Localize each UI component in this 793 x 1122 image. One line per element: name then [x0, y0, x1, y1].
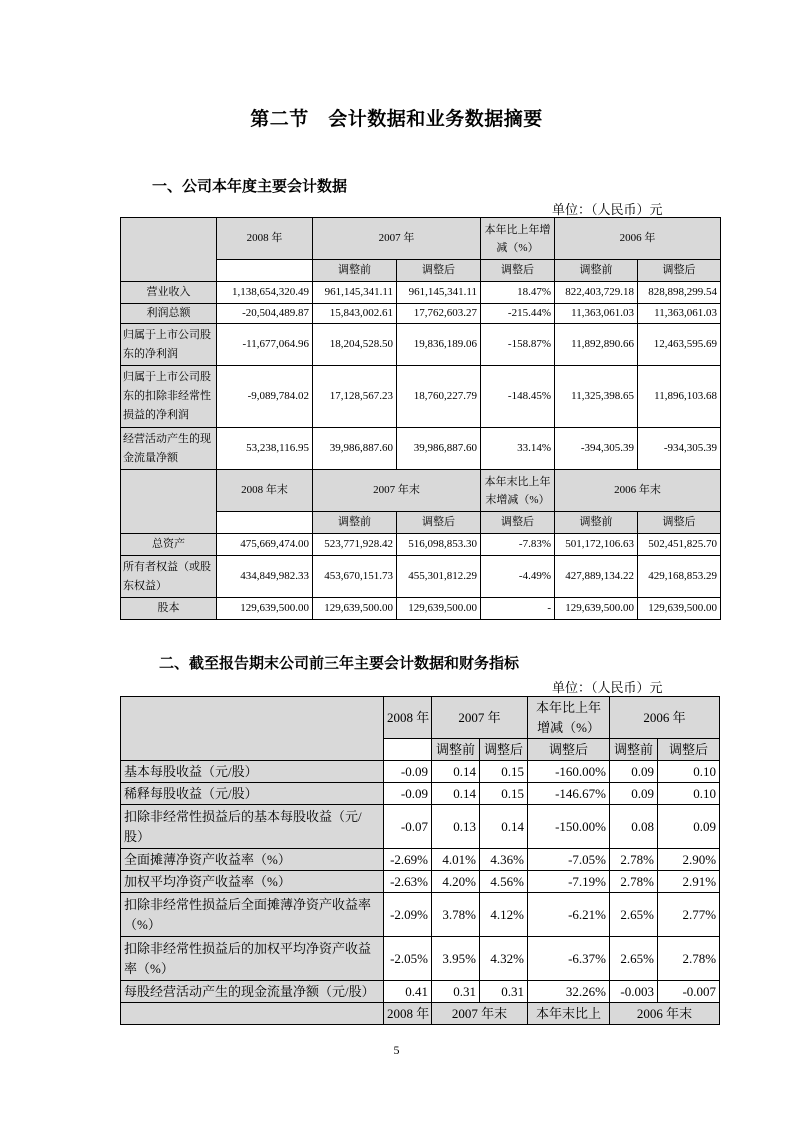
row-label: 全面摊薄净资产收益率（%）	[121, 849, 384, 871]
cell: 2.77%	[658, 893, 720, 937]
table-row	[121, 783, 720, 805]
header-2007: 2007 年	[432, 697, 528, 739]
footer-change: 本年末比上	[528, 1003, 610, 1025]
cell: -0.007	[658, 981, 720, 1003]
table-row	[121, 428, 721, 470]
subheader-cell: 调整后	[481, 260, 555, 282]
cell: 961,145,341.11	[397, 282, 481, 304]
cell: 2.78%	[610, 871, 658, 893]
cell: 0.09	[610, 783, 658, 805]
cell: 455,301,812.29	[397, 556, 481, 598]
table-row	[121, 534, 721, 556]
cell: 19,836,189.06	[397, 324, 481, 366]
row-label: 扣除非经常性损益后的加权平均净资产收益率（%）	[121, 937, 384, 981]
table-row	[121, 556, 721, 598]
table-row	[121, 304, 721, 324]
subheader-cell: 调整后	[397, 260, 481, 282]
table-header-row	[121, 470, 721, 512]
cell: -2.69%	[384, 849, 432, 871]
cell: 18,204,528.50	[313, 324, 397, 366]
section1-unit: 单位：（人民币）元	[552, 202, 663, 217]
cell: 129,639,500.00	[397, 598, 481, 620]
header-2008: 2008 年	[217, 218, 313, 260]
header-change-end: 本年末比上年末增减（%）	[481, 470, 555, 512]
cell: 11,896,103.68	[638, 366, 721, 428]
cell: -0.09	[384, 783, 432, 805]
cell: 0.09	[610, 761, 658, 783]
footer-2007: 2007 年末	[432, 1003, 528, 1025]
table-row	[121, 849, 720, 871]
table-footer-row	[121, 1003, 720, 1025]
cell: -934,305.39	[638, 428, 721, 470]
subheader-cell: 调整前	[313, 512, 397, 534]
cell: 129,639,500.00	[555, 598, 638, 620]
cell: 475,669,474.00	[217, 534, 313, 556]
cell: 0.15	[480, 783, 528, 805]
cell: 4.32%	[480, 937, 528, 981]
cell: 129,639,500.00	[638, 598, 721, 620]
cell: 11,892,890.66	[555, 324, 638, 366]
cell: 427,889,134.22	[555, 556, 638, 598]
cell: -6.21%	[528, 893, 610, 937]
cell: 3.78%	[432, 893, 480, 937]
cell: 11,363,061.03	[638, 304, 721, 324]
section2-unit: 单位：（人民币）元	[552, 680, 663, 695]
cell: 17,128,567.23	[313, 366, 397, 428]
subheader-cell: 调整后	[480, 739, 528, 761]
cell: 434,849,982.33	[217, 556, 313, 598]
cell: 0.14	[432, 783, 480, 805]
cell: 453,670,151.73	[313, 556, 397, 598]
header-2007-end: 2007 年末	[313, 470, 481, 512]
row-label: 所有者权益（或股东权益）	[121, 556, 217, 598]
main-accounting-data-table	[120, 217, 721, 620]
cell: 0.41	[384, 981, 432, 1003]
table-row	[121, 805, 720, 849]
footer-2006: 2006 年末	[610, 1003, 720, 1025]
cell: -2.63%	[384, 871, 432, 893]
header-2006: 2006 年	[610, 697, 720, 739]
subheader-cell: 调整前	[610, 739, 658, 761]
cell: -2.09%	[384, 893, 432, 937]
cell: 828,898,299.54	[638, 282, 721, 304]
cell: -160.00%	[528, 761, 610, 783]
cell: -146.67%	[528, 783, 610, 805]
cell: -20,504,489.87	[217, 304, 313, 324]
subheader-blank	[217, 512, 313, 534]
cell: 0.15	[480, 761, 528, 783]
cell: -9,089,784.02	[217, 366, 313, 428]
cell: -0.003	[610, 981, 658, 1003]
cell: 53,238,116.95	[217, 428, 313, 470]
table-row	[121, 761, 720, 783]
cell: 0.08	[610, 805, 658, 849]
header-2006: 2006 年	[555, 218, 721, 260]
page-title: 第二节 会计数据和业务数据摘要	[250, 108, 543, 130]
cell: 2.65%	[610, 893, 658, 937]
table-row	[121, 282, 721, 304]
cell: 18.47%	[481, 282, 555, 304]
cell: 2.91%	[658, 871, 720, 893]
cell: 501,172,106.63	[555, 534, 638, 556]
financial-indicators-table	[120, 696, 720, 1025]
cell: -150.00%	[528, 805, 610, 849]
cell: -7.05%	[528, 849, 610, 871]
cell: 129,639,500.00	[313, 598, 397, 620]
cell: 2.78%	[658, 937, 720, 981]
row-label: 稀释每股收益（元/股）	[121, 783, 384, 805]
cell: -	[481, 598, 555, 620]
subheader-cell: 调整后	[658, 739, 720, 761]
subheader-blank	[384, 739, 432, 761]
header-blank	[121, 218, 217, 282]
header-blank	[121, 697, 384, 761]
cell: 822,403,729.18	[555, 282, 638, 304]
cell: -394,305.39	[555, 428, 638, 470]
cell: 961,145,341.11	[313, 282, 397, 304]
row-label: 归属于上市公司股东的净利润	[121, 324, 217, 366]
cell: 2.78%	[610, 849, 658, 871]
cell: -0.07	[384, 805, 432, 849]
cell: 4.56%	[480, 871, 528, 893]
header-2007: 2007 年	[313, 218, 481, 260]
section1-heading: 一、公司本年度主要会计数据	[152, 177, 348, 195]
cell: -215.44%	[481, 304, 555, 324]
row-label: 营业收入	[121, 282, 217, 304]
row-label: 经营活动产生的现金流量净额	[121, 428, 217, 470]
header-change: 本年比上年增减（%）	[528, 697, 610, 739]
section2-heading: 二、截至报告期末公司前三年主要会计数据和财务指标	[159, 654, 520, 672]
cell: 11,325,398.65	[555, 366, 638, 428]
cell: -2.05%	[384, 937, 432, 981]
row-label: 扣除非经常性损益后的基本每股收益（元/股）	[121, 805, 384, 849]
cell: 17,762,603.27	[397, 304, 481, 324]
table-row	[121, 871, 720, 893]
page-number: 5	[393, 1043, 400, 1057]
cell: 129,639,500.00	[217, 598, 313, 620]
cell: 516,098,853.30	[397, 534, 481, 556]
row-label: 加权平均净资产收益率（%）	[121, 871, 384, 893]
cell: -11,677,064.96	[217, 324, 313, 366]
cell: 2.90%	[658, 849, 720, 871]
table-header-row	[121, 218, 721, 260]
footer-2008: 2008 年	[384, 1003, 432, 1025]
cell: 0.14	[480, 805, 528, 849]
cell: 39,986,887.60	[313, 428, 397, 470]
cell: 3.95%	[432, 937, 480, 981]
cell: 4.36%	[480, 849, 528, 871]
subheader-cell: 调整后	[638, 512, 721, 534]
cell: 32.26%	[528, 981, 610, 1003]
table-row	[121, 937, 720, 981]
cell: 15,843,002.61	[313, 304, 397, 324]
table-row	[121, 324, 721, 366]
subheader-cell: 调整前	[432, 739, 480, 761]
subheader-cell: 调整前	[313, 260, 397, 282]
subheader-cell: 调整前	[555, 512, 638, 534]
row-label: 利润总额	[121, 304, 217, 324]
cell: 0.14	[432, 761, 480, 783]
row-label: 股本	[121, 598, 217, 620]
cell: 0.10	[658, 761, 720, 783]
header-2006-end: 2006 年末	[555, 470, 721, 512]
header-blank	[121, 470, 217, 534]
footer-blank	[121, 1003, 384, 1025]
row-label: 每股经营活动产生的现金流量净额（元/股）	[121, 981, 384, 1003]
header-change: 本年比上年增减（%）	[481, 218, 555, 260]
cell: -4.49%	[481, 556, 555, 598]
cell: 523,771,928.42	[313, 534, 397, 556]
cell: -7.83%	[481, 534, 555, 556]
cell: 429,168,853.29	[638, 556, 721, 598]
header-2008: 2008 年	[384, 697, 432, 739]
subheader-cell: 调整后	[397, 512, 481, 534]
subheader-blank	[217, 260, 313, 282]
table-row	[121, 366, 721, 428]
cell: 4.01%	[432, 849, 480, 871]
cell: 39,986,887.60	[397, 428, 481, 470]
header-2008-end: 2008 年末	[217, 470, 313, 512]
cell: 502,451,825.70	[638, 534, 721, 556]
table-header-row	[121, 697, 720, 739]
cell: 0.09	[658, 805, 720, 849]
table-row	[121, 893, 720, 937]
cell: 0.31	[432, 981, 480, 1003]
cell: 0.13	[432, 805, 480, 849]
cell: 4.12%	[480, 893, 528, 937]
cell: -0.09	[384, 761, 432, 783]
cell: -6.37%	[528, 937, 610, 981]
cell: -7.19%	[528, 871, 610, 893]
subheader-cell: 调整后	[481, 512, 555, 534]
subheader-cell: 调整后	[638, 260, 721, 282]
table-row	[121, 981, 720, 1003]
row-label: 基本每股收益（元/股）	[121, 761, 384, 783]
row-label: 总资产	[121, 534, 217, 556]
cell: 2.65%	[610, 937, 658, 981]
table-row	[121, 598, 721, 620]
cell: 4.20%	[432, 871, 480, 893]
row-label: 归属于上市公司股东的扣除非经常性损益的净利润	[121, 366, 217, 428]
subheader-cell: 调整前	[555, 260, 638, 282]
subheader-cell: 调整后	[528, 739, 610, 761]
cell: -158.87%	[481, 324, 555, 366]
cell: 1,138,654,320.49	[217, 282, 313, 304]
cell: 18,760,227.79	[397, 366, 481, 428]
cell: 33.14%	[481, 428, 555, 470]
cell: 0.10	[658, 783, 720, 805]
cell: 11,363,061.03	[555, 304, 638, 324]
cell: -148.45%	[481, 366, 555, 428]
row-label: 扣除非经常性损益后全面摊薄净资产收益率（%）	[121, 893, 384, 937]
cell: 12,463,595.69	[638, 324, 721, 366]
cell: 0.31	[480, 981, 528, 1003]
